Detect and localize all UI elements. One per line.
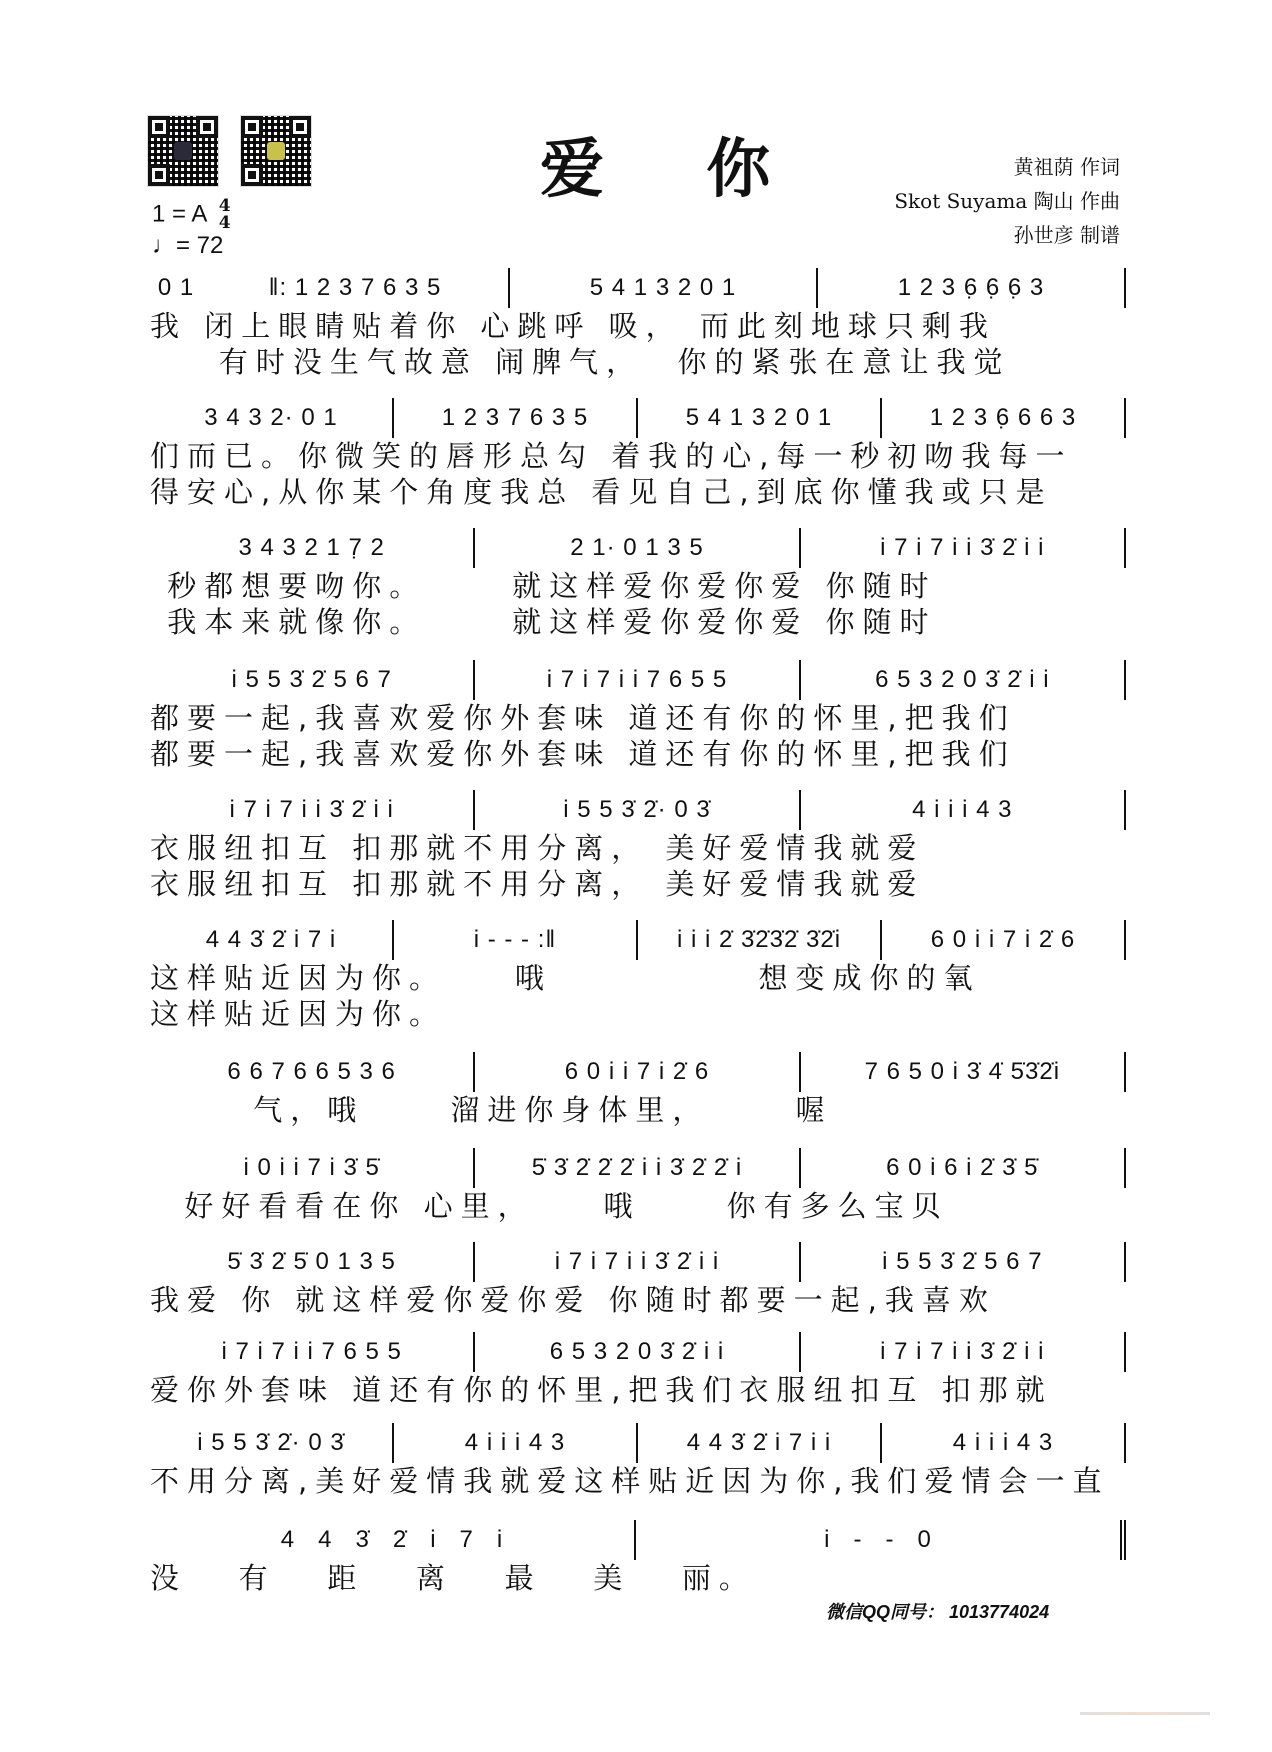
- notation-line: [150, 1332, 1126, 1372]
- qr-code-2: [240, 115, 312, 187]
- measure: 6 6 7 6 6 5 3 6: [150, 1052, 475, 1092]
- qr-logo-icon: [174, 142, 192, 160]
- measure: 5̇ 3̇ 2̇ 2̇ 2̇ i i 3̇ 2̇ 2̇ i: [475, 1148, 800, 1188]
- measure: 6 5 3 2 0 3̇ 2̇ i i: [801, 660, 1126, 700]
- notation-line: [150, 1423, 1126, 1463]
- notation-line: [150, 1052, 1126, 1092]
- measure: 1 2 3 6̣ 6 6 3: [882, 398, 1126, 438]
- notation-line: [150, 1520, 1126, 1560]
- measure: i 7 i 7 i i 7 6 5 5: [475, 660, 800, 700]
- measure: i 7 i 7 i i 3̇ 2̇ i i: [801, 1332, 1126, 1372]
- measure: 1 2 3 7 6 3 5: [394, 398, 638, 438]
- measure: ‖: 1 2 3 7 6 3 5: [202, 268, 510, 308]
- measure: i - - - :‖: [394, 920, 638, 960]
- lyric-line: 气，哦 溜进你身体里， 喔: [150, 1093, 833, 1127]
- notation-line: [150, 268, 1126, 308]
- composer-credit: Skot Suyama 陶山 作曲: [894, 189, 1120, 213]
- score-system: [150, 1242, 1126, 1318]
- time-sig-bottom: 4: [218, 213, 231, 233]
- lyric-line: 这样贴近因为你。: [150, 997, 447, 1031]
- notation-line: [150, 920, 1126, 960]
- measure: 5̇ 3̇ 2̇ 5̇ 0 1 3 5: [150, 1242, 475, 1282]
- measure: i 5 5 3̇ 2̇· 0 3̇: [475, 790, 800, 830]
- lyricist-credit: 黄祖荫 作词: [1013, 155, 1120, 179]
- measure: i 5 5 3̇ 2̇ 5 6 7: [801, 1242, 1126, 1282]
- lyric-line: 我爱 你 就这样爱你爱你爱 你随时都要一起,我喜欢: [150, 1283, 996, 1317]
- measure: i - - 0: [636, 1520, 1126, 1560]
- measure: i 0 i i 7 i 3̇ 5̇: [150, 1148, 475, 1188]
- measure: 4 i i i 4 3: [394, 1423, 638, 1463]
- measure: 6 5 3 2 0 3̇ 2̇ i i: [475, 1332, 800, 1372]
- score-system: [150, 1148, 1126, 1224]
- score-system: [150, 268, 1126, 380]
- measure: i 5 5 3̇ 2̇· 0 3̇: [150, 1423, 394, 1463]
- lyric-line: 衣服纽扣互 扣那就不用分离， 美好爱情我就爱: [150, 831, 925, 865]
- credits: [894, 150, 1120, 252]
- measure: 6 0 i i 7 i 2̇ 6: [475, 1052, 800, 1092]
- notation-line: [150, 1148, 1126, 1188]
- lyric-line: 爱你外套味 道还有你的怀里,把我们衣服纽扣互 扣那就: [150, 1373, 1053, 1407]
- score-system: [150, 790, 1126, 902]
- lyric-line: 们而已。你微笑的唇形总勾 着我的心,每一秒初吻我每一: [150, 439, 1073, 473]
- qr-finder-icon: [241, 164, 263, 186]
- qr-logo-icon: [267, 142, 285, 160]
- notation-line: [150, 398, 1126, 438]
- song-title: 爱 你: [540, 132, 811, 207]
- lyric-line: 没 有 距 离 最 美 丽。: [150, 1561, 756, 1595]
- measure: 3 4 3 2 1 7̣ 2: [150, 528, 475, 568]
- notation-line: [150, 790, 1126, 830]
- measure: i i i 2̇ 3̇2̇3̇2̇ 3̇2̇i: [638, 920, 882, 960]
- lyric-line: 得安心,从你某个角度我总 看见自己,到底你懂我或只是: [150, 475, 1053, 509]
- lyric-line: 有时没生气故意 闹脾气， 你的紧张在意让我觉: [150, 345, 1011, 379]
- measure: 5 4 1 3 2 0 1: [638, 398, 882, 438]
- measure: 2 1· 0 1 3 5: [475, 528, 800, 568]
- measure: 4 4 3̇ 2̇ i 7 i: [150, 1520, 636, 1560]
- lyric-line: 我 闭上眼睛贴着你 心跳呼 吸， 而此刻地球只剩我: [150, 309, 996, 343]
- measure: 6 0 i 6 i 2̇ 3̇ 5̇: [801, 1148, 1126, 1188]
- measure: 6 0 i i 7 i 2̇ 6: [882, 920, 1126, 960]
- measure: i 7 i 7 i i 3̇ 2̇ i i: [150, 790, 475, 830]
- notation-line: [150, 1242, 1126, 1282]
- score-system: [150, 1052, 1126, 1128]
- measure: 4 4 3̇ 2̇ i 7 i: [150, 920, 394, 960]
- time-sig-top: 4: [218, 196, 231, 216]
- lyric-line: 秒都想要吻你。 就这样爱你爱你爱 你随时: [150, 569, 937, 603]
- lyric-line: 这样贴近因为你。 哦 想变成你的氧: [150, 961, 981, 995]
- lyric-line: 都要一起,我喜欢爱你外套味 道还有你的怀里,把我们: [150, 701, 1016, 735]
- lyric-line: 我本来就像你。 就这样爱你爱你爱 你随时: [150, 605, 937, 639]
- notation-line: [150, 528, 1126, 568]
- measure: 7 6 5 0 i 3̇ 4̇ 5̇3̇2̇i: [801, 1052, 1126, 1092]
- score-system: [150, 920, 1126, 1032]
- lyric-line: 不用分离,美好爱情我就爱这样贴近因为你,我们爱情会一直: [150, 1464, 1110, 1498]
- score-system: [150, 398, 1126, 510]
- arranger-credit: 孙世彦 制谱: [1013, 223, 1120, 247]
- lyric-line: 都要一起,我喜欢爱你外套味 道还有你的怀里,把我们: [150, 737, 1016, 771]
- time-signature: [219, 198, 231, 232]
- lyric-line: 好好看看在你 心里， 哦 你有多么宝贝: [150, 1189, 949, 1223]
- key-label: 1 = A: [152, 200, 207, 228]
- contact-footer: 微信QQ同号： 1013774024: [826, 1602, 1050, 1622]
- measure: i 5 5 3̇ 2̇ 5 6 7: [150, 660, 475, 700]
- measure: 4 i i i 4 3: [882, 1423, 1126, 1463]
- score-system: [150, 660, 1126, 772]
- measure: i 7 i 7 i i 3̇ 2̇ i i: [475, 1242, 800, 1282]
- measure: 4 4 3̇ 2̇ i 7 i i: [638, 1423, 882, 1463]
- measure: i 7 i 7 i i 3̇ 2̇ i i: [801, 528, 1126, 568]
- measure: 0 1: [157, 274, 195, 301]
- measure: i 7 i 7 i i 7 6 5 5: [150, 1332, 475, 1372]
- tempo-marking: ♩= 72: [152, 232, 224, 259]
- lyric-line: 衣服纽扣互 扣那就不用分离， 美好爱情我就爱: [150, 867, 925, 901]
- watermark-smudge: [1080, 1712, 1210, 1715]
- key-signature: [152, 198, 231, 232]
- measure: 5 4 1 3 2 0 1: [510, 268, 818, 308]
- score-system: [150, 1332, 1126, 1408]
- measure: 4 i i i 4 3: [801, 790, 1126, 830]
- qr-code-1: [147, 115, 219, 187]
- notation-line: [150, 660, 1126, 700]
- score-system: [150, 1423, 1126, 1499]
- measure: 1 2 3 6̣ 6̣ 6̣ 3: [818, 268, 1126, 308]
- score-system: [150, 1520, 1126, 1596]
- qr-finder-icon: [148, 164, 170, 186]
- measure: 3 4 3 2· 0 1: [150, 398, 394, 438]
- score-system: [150, 528, 1126, 640]
